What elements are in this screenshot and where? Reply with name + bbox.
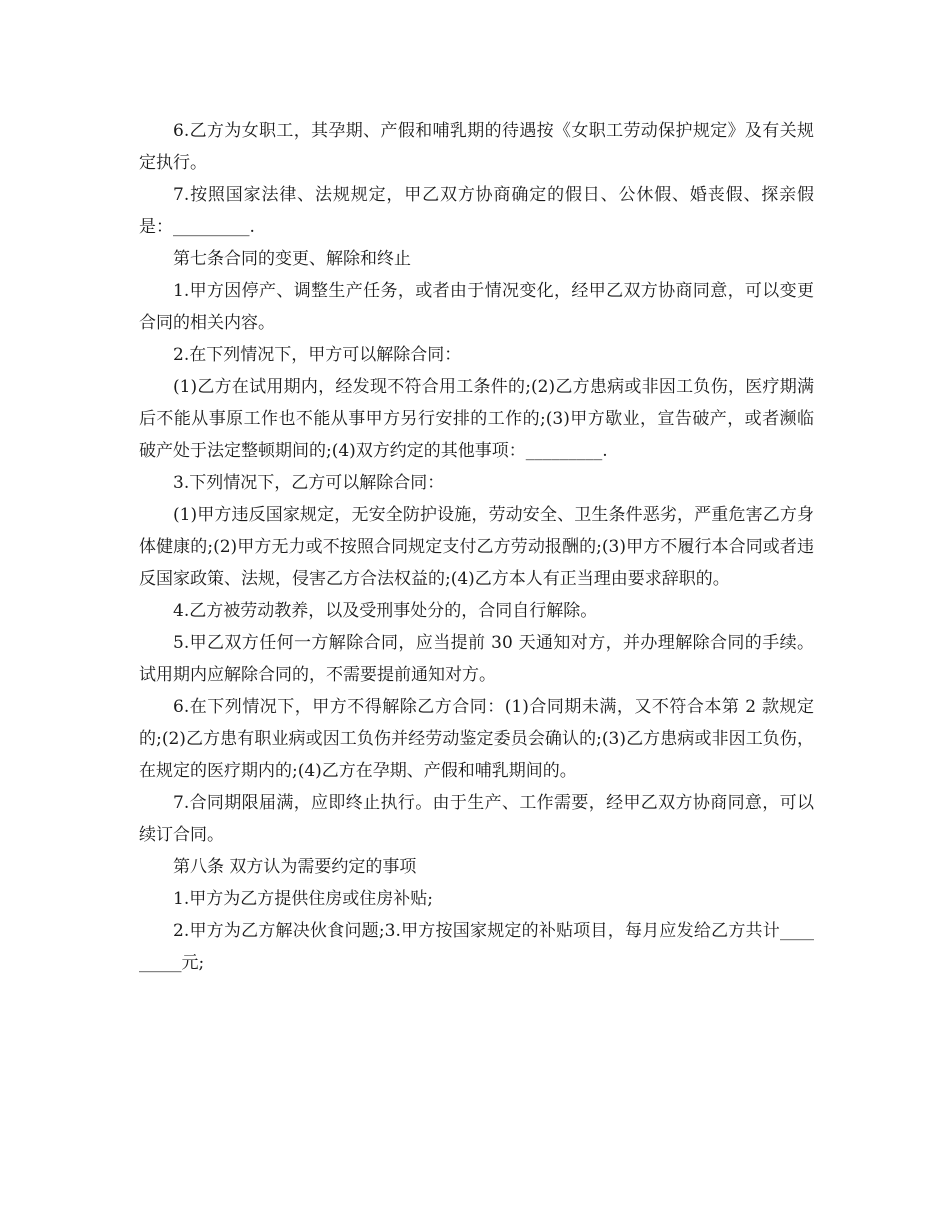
- paragraph: 7.合同期限届满，应即终止执行。由于生产、工作需要，经甲乙双方协商同意，可以续订合同。: [139, 793, 814, 845]
- paragraph: (1)甲方违反国家规定，无安全防护设施，劳动安全、卫生条件恶劣，严重危害乙方身体健康的;(2)甲方无力或不按照合同规定支付乙方劳动报酬的;(3)甲方不履行本合同或者违反国家政策、法规，侵害乙方合法权益的;(4)乙方本人有正当理由要求辞职的。: [139, 505, 814, 589]
- paragraph: (1)乙方在试用期内，经发现不符合用工条件的;(2)乙方患病或非因工负伤，医疗期满后不能从事原工作也不能从事甲方另行安排的工作的;(3)甲方歇业，宣告破产，或者濒临破产处于法定整顿期间的;(4)双方约定的其他事项：_________.: [139, 377, 814, 461]
- section-heading: 第八条 双方认为需要约定的事项: [173, 857, 417, 877]
- paragraph: 6.乙方为女职工，其孕期、产假和哺乳期的待遇按《女职工劳动保护规定》及有关规定执行。: [139, 121, 814, 173]
- section-heading: 第七条合同的变更、解除和终止: [173, 249, 411, 269]
- paragraph: 6.在下列情况下，甲方不得解除乙方合同：(1)合同期未满，又不符合本第 2 款规定的;(2)乙方患有职业病或因工负伤并经劳动鉴定委员会确认的;(3)乙方患病或非因工负伤，在规定的医疗期内的;(4)乙方在孕期、产假和哺乳期间的。: [139, 697, 814, 781]
- paragraph: 2.甲方为乙方解决伙食问题;3.甲方按国家规定的补贴项目，每月应发给乙方共计_________元;: [139, 921, 814, 973]
- paragraph: 3.下列情况下，乙方可以解除合同：: [173, 473, 445, 493]
- paragraph: 1.甲方为乙方提供住房或住房补贴;: [173, 889, 433, 909]
- paragraph: 2.在下列情况下，甲方可以解除合同：: [173, 345, 462, 365]
- paragraph: 5.甲乙双方任何一方解除合同，应当提前 30 天通知对方，并办理解除合同的手续。试用期内应解除合同的，不需要提前通知对方。: [139, 633, 814, 685]
- paragraph: 4.乙方被劳动教养，以及受刑事处分的，合同自行解除。: [173, 601, 598, 621]
- paragraph: 1.甲方因停产、调整生产任务，或者由于情况变化，经甲乙双方协商同意，可以变更合同的相关内容。: [139, 281, 814, 333]
- paragraph: 7.按照国家法律、法规规定，甲乙双方协商确定的假日、公休假、婚丧假、探亲假是：_________.: [139, 185, 814, 237]
- document-body: [139, 115, 814, 979]
